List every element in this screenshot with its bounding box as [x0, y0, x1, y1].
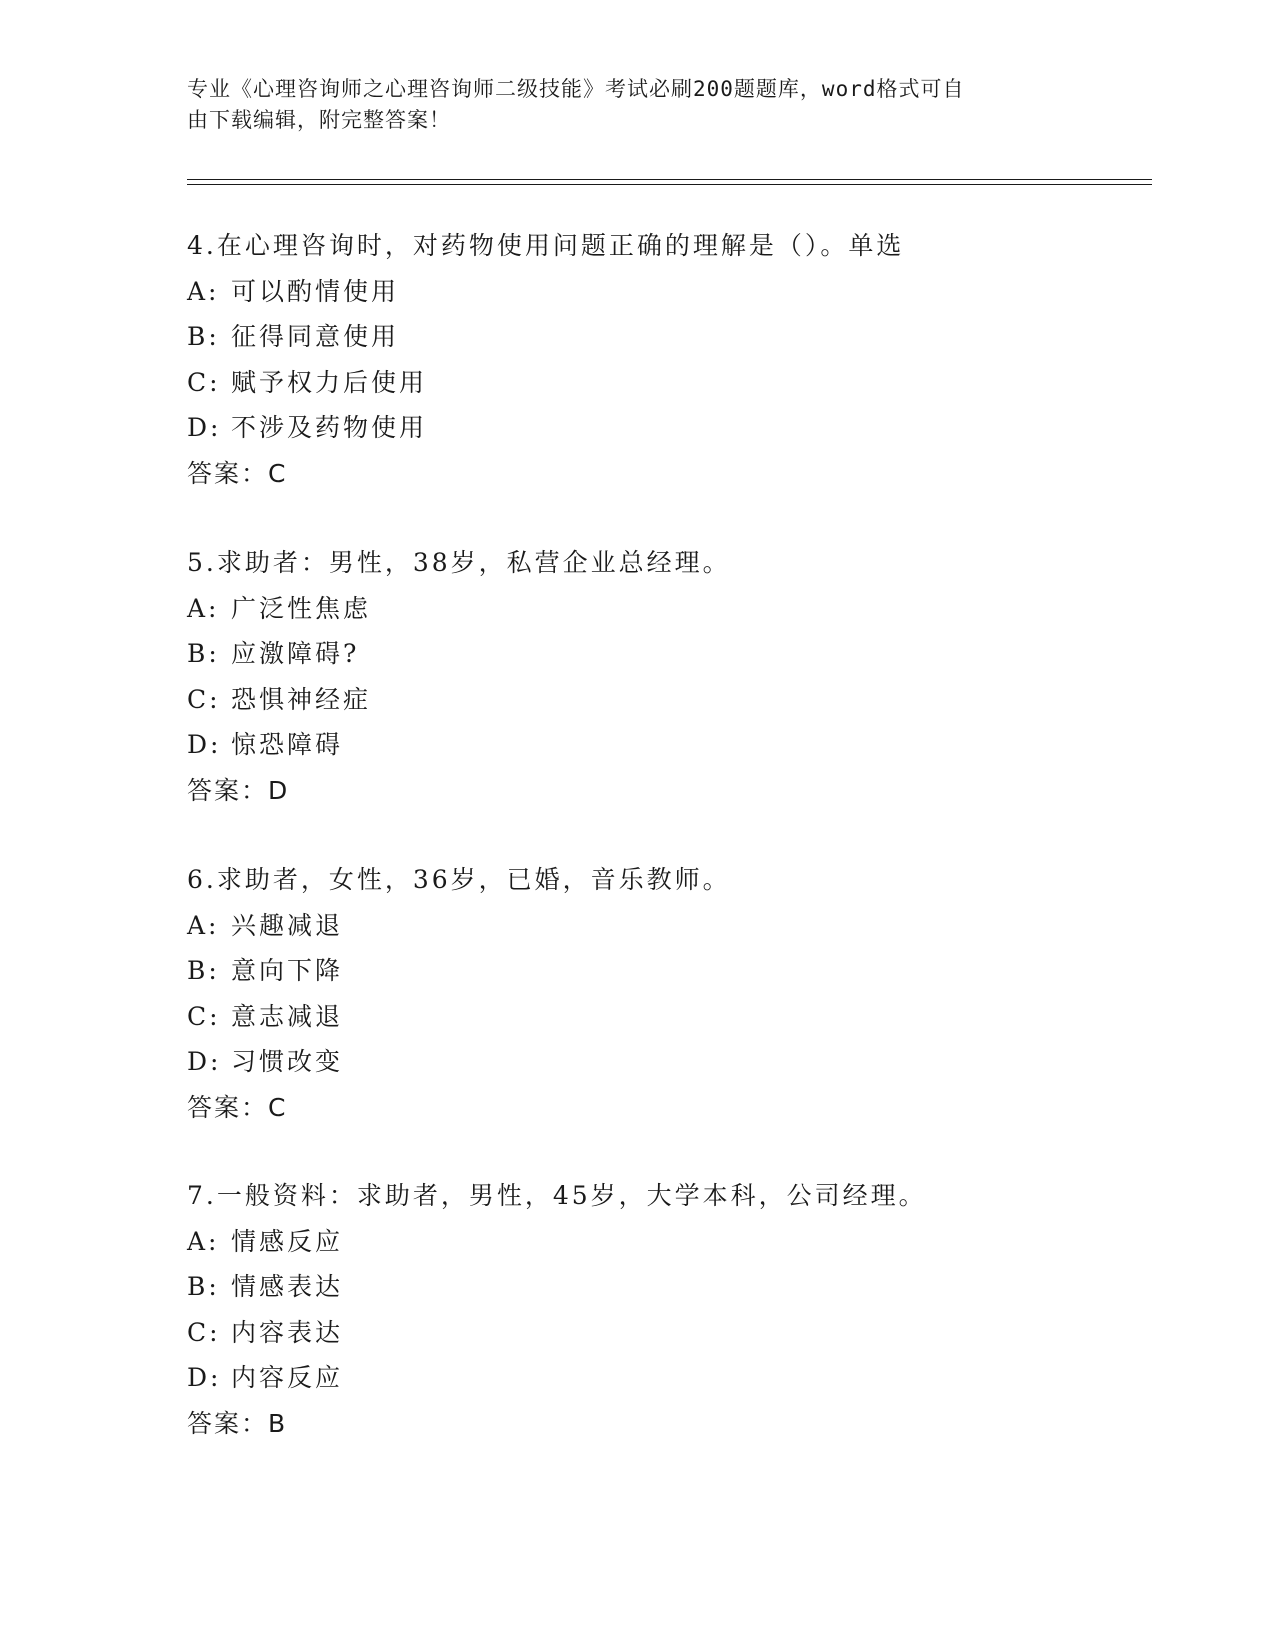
option-key: A:: [187, 276, 220, 306]
option-a: [187, 1219, 1187, 1265]
question-block: [187, 857, 1187, 1130]
option-key: A:: [187, 1226, 220, 1256]
answer-line: [187, 768, 1187, 814]
answer-value: B: [268, 1408, 288, 1438]
option-text: 意志减退: [231, 1001, 344, 1031]
question-block: [187, 223, 1187, 496]
option-d: [187, 405, 1187, 451]
option-text: 可以酌情使用: [231, 276, 400, 306]
option-b: [187, 1264, 1187, 1310]
option-key: C:: [187, 1001, 221, 1031]
option-text: 内容反应: [231, 1363, 344, 1392]
question-stem: 7.一般资料：求助者，男性，45岁，大学本科，公司经理。: [187, 1181, 927, 1210]
option-key: A:: [187, 593, 220, 623]
option-text: 习惯改变: [231, 1047, 344, 1076]
question-block: [187, 1173, 1187, 1446]
option-d: [187, 1039, 1187, 1085]
option-b: [187, 314, 1187, 360]
option-c: [187, 994, 1187, 1040]
option-text: 赋予权力后使用: [231, 367, 428, 397]
option-key: B:: [187, 1272, 220, 1301]
answer-value: C: [268, 1092, 288, 1122]
option-text: 惊恐障碍: [231, 730, 344, 759]
header-line-1: 专业《心理咨询师之心理咨询师二级技能》考试必刷200题题库，word格式可自: [187, 77, 965, 101]
question-stem: 6.求助者，女性，36岁，已婚，音乐教师。: [187, 865, 731, 894]
option-key: D:: [187, 1047, 222, 1076]
header-line-2: 由下载编辑，附完整答案！: [187, 108, 451, 132]
header-divider-top: [187, 179, 1152, 180]
option-text: 广泛性焦虑: [231, 593, 372, 623]
answer-value: C: [268, 458, 288, 488]
option-text: 意向下降: [231, 956, 344, 985]
answer-label: 答案：: [187, 775, 269, 805]
option-text: 不涉及药物使用: [231, 413, 428, 442]
option-a: [187, 586, 1187, 632]
answer-line: [187, 1401, 1187, 1447]
question-stem: 4.在心理咨询时，对药物使用问题正确的理解是（）。单选: [187, 231, 905, 260]
answer-label: 答案：: [187, 1408, 269, 1438]
option-text: 兴趣减退: [231, 910, 344, 940]
option-c: [187, 677, 1187, 723]
option-key: D:: [187, 413, 222, 442]
option-c: [187, 1310, 1187, 1356]
option-key: C:: [187, 367, 221, 397]
option-b: [187, 631, 1187, 677]
option-key: C:: [187, 684, 221, 714]
option-key: B:: [187, 956, 220, 985]
option-a: [187, 269, 1187, 315]
header-divider-bottom: [187, 184, 1152, 185]
answer-value: D: [268, 775, 290, 805]
question-block: [187, 540, 1187, 813]
option-key: B:: [187, 322, 220, 351]
option-text: 征得同意使用: [231, 322, 400, 351]
option-text: 内容表达: [231, 1317, 344, 1347]
answer-line: [187, 1085, 1187, 1131]
option-text: 情感反应: [231, 1226, 344, 1256]
document-header: [187, 74, 1067, 136]
option-key: C:: [187, 1317, 221, 1347]
option-d: [187, 1355, 1187, 1401]
option-d: [187, 722, 1187, 768]
option-key: A:: [187, 910, 220, 940]
option-a: [187, 903, 1187, 949]
option-text: 恐惧神经症: [231, 684, 372, 714]
option-c: [187, 360, 1187, 406]
option-text: 应激障碍?: [231, 639, 360, 668]
option-b: [187, 948, 1187, 994]
option-key: B:: [187, 639, 220, 668]
answer-label: 答案：: [187, 458, 269, 488]
option-key: D:: [187, 1363, 222, 1392]
option-key: D:: [187, 730, 222, 759]
question-stem: 5.求助者：男性，38岁，私营企业总经理。: [187, 548, 731, 577]
answer-label: 答案：: [187, 1092, 269, 1122]
answer-line: [187, 451, 1187, 497]
option-text: 情感表达: [231, 1272, 344, 1301]
